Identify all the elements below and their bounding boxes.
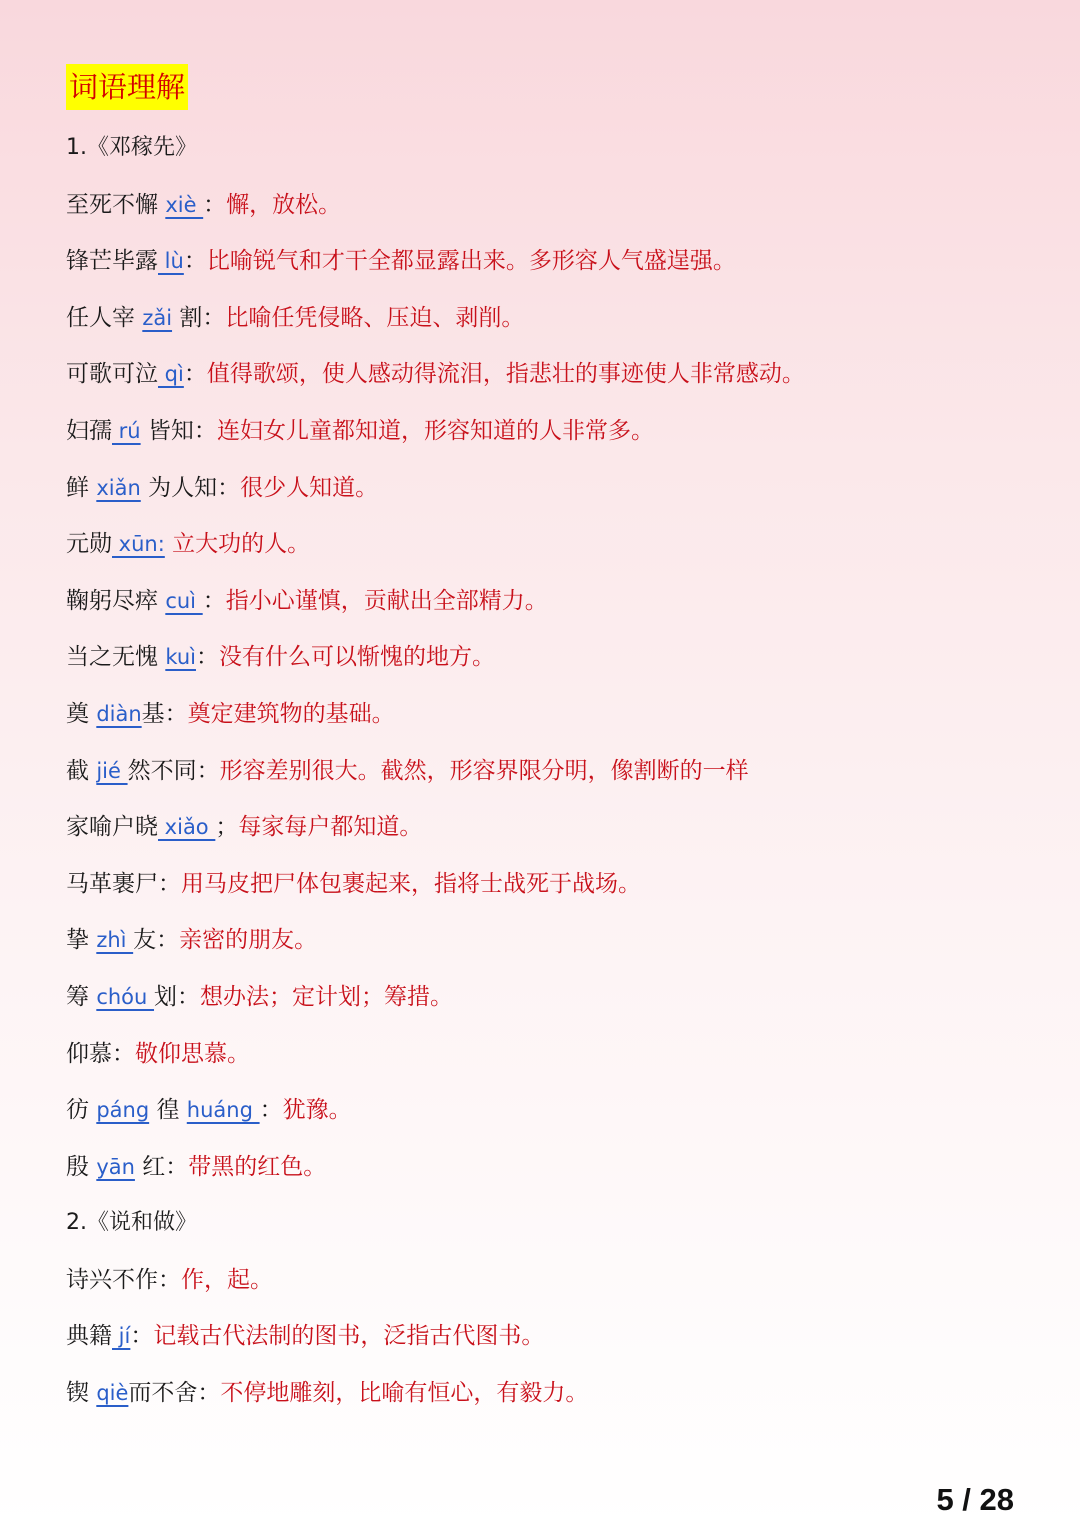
vocab-entry xyxy=(66,177,1040,234)
definition: 指小心谨慎，贡献出全部精力。 xyxy=(225,587,548,614)
vocab-term: 皆知： xyxy=(140,417,217,444)
vocab-entry xyxy=(66,969,1040,1026)
vocab-term: ： xyxy=(195,644,219,671)
vocab-term: 挚 xyxy=(66,927,97,954)
vocabulary-list xyxy=(66,120,1040,1422)
vocab-term: 截 xyxy=(66,757,97,784)
vocab-term: ： xyxy=(203,191,227,218)
definition: 带黑的红色。 xyxy=(188,1153,327,1180)
vocab-term: 鲜 xyxy=(66,474,97,501)
vocab-entry xyxy=(66,233,1040,290)
vocab-entry xyxy=(66,1252,1040,1309)
pinyin-annotation: yān xyxy=(96,1154,135,1179)
vocab-entry xyxy=(66,516,1040,573)
vocab-term: 割： xyxy=(172,304,226,331)
pinyin-annotation: huáng xyxy=(186,1098,260,1123)
vocab-term: 仰慕： xyxy=(66,1040,135,1067)
definition: 比喻任凭侵略、压迫、剥削。 xyxy=(225,304,525,331)
definition: 形容差别很大。截然，形容界限分明，像割断的一样 xyxy=(219,757,749,784)
vocab-term: 家喻户晓 xyxy=(66,814,158,841)
vocab-entry xyxy=(66,1139,1040,1196)
vocab-term: 为人知： xyxy=(140,474,241,501)
definition: 用马皮把尸体包裹起来，指将士战死于战场。 xyxy=(181,870,641,897)
pinyin-annotation: xiǎn xyxy=(96,475,141,500)
vocab-term: 而不舍： xyxy=(128,1380,221,1407)
pinyin-annotation: rú xyxy=(112,418,141,443)
definition: 犹豫。 xyxy=(282,1097,352,1124)
definition: 值得歌颂，使人感动得流泪，指悲壮的事迹使人非常感动。 xyxy=(206,361,805,388)
pinyin-annotation: zhì xyxy=(96,928,134,953)
vocab-term: 至死不懈 xyxy=(66,191,166,218)
pinyin-annotation: xiǎo xyxy=(158,815,216,840)
pinyin-annotation: páng xyxy=(96,1098,150,1123)
vocab-term: 可歌可泣 xyxy=(66,361,158,388)
definition: 懈，放松。 xyxy=(226,191,342,218)
definition: 想办法；定计划；筹措。 xyxy=(200,983,454,1010)
definition: 立大功的人。 xyxy=(172,531,311,558)
pinyin-annotation: qì xyxy=(158,362,184,387)
vocab-term: ： xyxy=(183,361,207,388)
lesson-title: 2.《说和做》 xyxy=(66,1210,197,1236)
vocab-term: 鞠躬尽瘁 xyxy=(66,587,166,614)
pinyin-annotation: lù xyxy=(158,249,184,274)
section-heading: 词语理解 xyxy=(66,64,188,110)
vocab-term: ： xyxy=(183,248,207,275)
vocab-term: 筹 xyxy=(66,983,97,1010)
vocab-term: 锲 xyxy=(66,1380,97,1407)
definition: 不停地雕刻，比喻有恒心，有毅力。 xyxy=(220,1380,589,1407)
pinyin-annotation: zǎi xyxy=(142,305,173,330)
vocab-term: 诗兴不作： xyxy=(66,1266,181,1293)
definition: 没有什么可以惭愧的地方。 xyxy=(218,644,495,671)
vocab-term: 奠 xyxy=(66,700,97,727)
vocab-entry xyxy=(66,573,1040,630)
vocab-term: ： xyxy=(202,587,226,614)
vocab-entry xyxy=(66,799,1040,856)
pinyin-annotation: qiè xyxy=(96,1381,129,1406)
vocab-entry xyxy=(66,1308,1040,1365)
vocab-term: 基： xyxy=(141,700,188,727)
definition: 每家每户都知道。 xyxy=(238,814,423,841)
pinyin-annotation: cuì xyxy=(165,588,203,613)
vocab-term: 殷 xyxy=(66,1153,97,1180)
vocab-term: ： xyxy=(130,1323,154,1350)
definition: 连妇女儿童都知道，形容知道的人非常多。 xyxy=(216,417,654,444)
vocab-term: 彷 xyxy=(66,1097,97,1124)
definition: 很少人知道。 xyxy=(240,474,379,501)
vocab-term: 划： xyxy=(154,983,201,1010)
vocab-term: 妇孺 xyxy=(66,417,112,444)
vocab-term: 友： xyxy=(133,927,180,954)
pinyin-annotation: chóu xyxy=(96,984,155,1009)
vocab-term: 徨 xyxy=(149,1097,187,1124)
page-number: 5 / 28 xyxy=(936,1482,1014,1517)
definition: 比喻锐气和才干全都显露出来。多形容人气盛逞强。 xyxy=(206,248,736,275)
vocab-term: 红： xyxy=(134,1153,189,1180)
vocab-term: 锋芒毕露 xyxy=(66,248,158,275)
vocab-entry xyxy=(66,403,1040,460)
definition: 亲密的朋友。 xyxy=(179,927,318,954)
vocab-term: ： xyxy=(259,1097,283,1124)
vocab-entry xyxy=(66,1365,1040,1422)
vocab-term: 然不同： xyxy=(127,757,220,784)
vocab-entry xyxy=(66,856,1040,913)
definition: 奠定建筑物的基础。 xyxy=(187,700,395,727)
vocab-term: 当之无愧 xyxy=(66,644,166,671)
definition: 作，起。 xyxy=(181,1266,273,1293)
vocab-entry xyxy=(66,460,1040,517)
vocab-entry xyxy=(66,686,1040,743)
vocab-entry xyxy=(66,912,1040,969)
vocab-entry xyxy=(66,1082,1040,1139)
vocab-term: 马革裹尸： xyxy=(66,870,181,897)
pinyin-annotation: kuì xyxy=(165,645,196,670)
pinyin-annotation: diàn xyxy=(96,701,142,726)
vocab-entry xyxy=(66,346,1040,403)
pinyin-annotation: jí xyxy=(112,1324,131,1349)
pinyin-annotation: jié xyxy=(96,758,128,783)
vocab-entry xyxy=(66,629,1040,686)
vocab-term: ； xyxy=(215,814,239,841)
pinyin-annotation: xiè xyxy=(165,192,204,217)
vocab-entry xyxy=(66,1026,1040,1083)
definition: 记载古代法制的图书，泛指古代图书。 xyxy=(153,1323,545,1350)
document-page xyxy=(66,64,1040,1422)
vocab-term: 任人宰 xyxy=(66,304,143,331)
vocab-entry xyxy=(66,743,1040,800)
vocab-term: 典籍 xyxy=(66,1323,112,1350)
definition: 敬仰思慕。 xyxy=(135,1040,250,1067)
vocab-term: 元勋 xyxy=(66,531,112,558)
vocab-entry xyxy=(66,290,1040,347)
pinyin-annotation: xūn: xyxy=(112,532,165,557)
lesson-title: 1.《邓稼先》 xyxy=(66,135,197,160)
